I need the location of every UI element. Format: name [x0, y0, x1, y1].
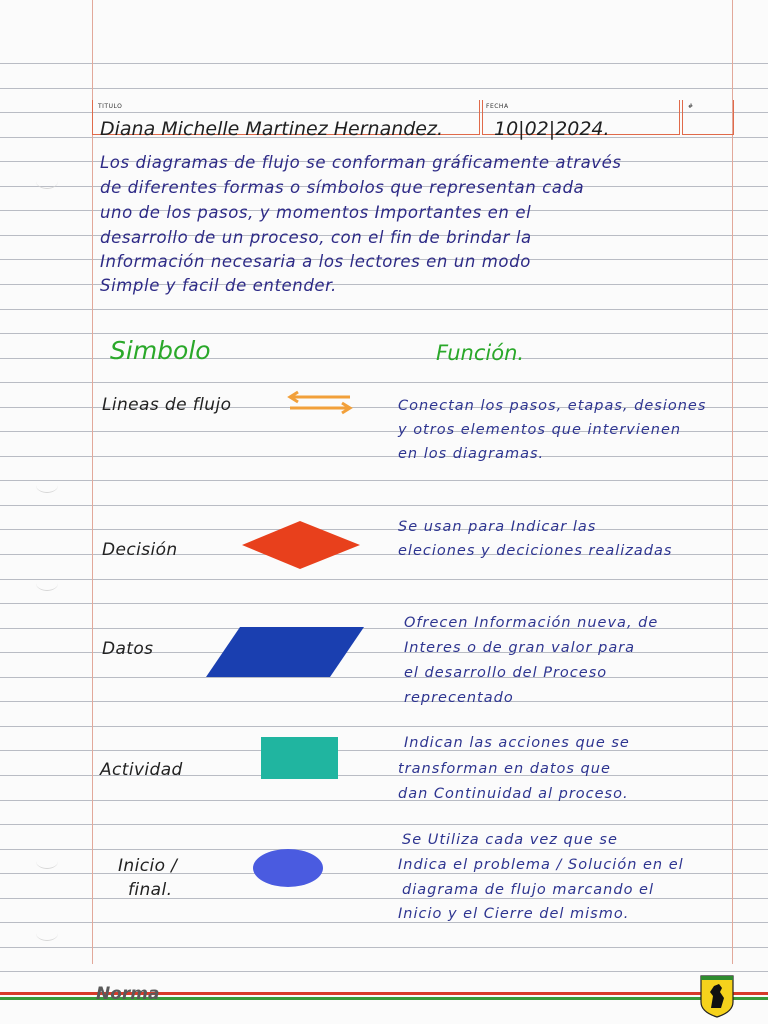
function-line: y otros elementos que intervienen: [398, 422, 682, 438]
function-line: dan Continuidad al proceso.: [398, 786, 629, 802]
ruled-line: [0, 824, 768, 825]
function-line: reprecentado: [404, 690, 514, 706]
ruled-line: [0, 677, 768, 678]
ruled-line: [0, 971, 768, 972]
ellipse-icon: [250, 846, 326, 890]
ruled-line: [0, 529, 768, 530]
symbol-label-activity: Actividad: [100, 760, 183, 780]
ruled-line: [0, 333, 768, 334]
intro-line: Información necesaria a los lectores en un modo: [100, 252, 531, 271]
horse-shield-logo-icon: [699, 974, 735, 1018]
ruled-line: [0, 898, 768, 899]
double-arrow-icon: [284, 390, 356, 416]
ruled-line: [0, 456, 768, 457]
function-line: Inicio y el Cierre del mismo.: [398, 906, 630, 922]
symbol-label-data: Datos: [102, 639, 154, 659]
ruled-line: [0, 88, 768, 89]
function-line: diagrama de flujo marcando el: [402, 882, 655, 898]
punch-hole: [36, 854, 58, 869]
function-line: Se Utiliza cada vez que se: [402, 832, 618, 848]
date-label: FECHA: [486, 103, 509, 110]
function-line: el desarrollo del Proceso: [404, 665, 608, 681]
ruled-line: [0, 309, 768, 310]
intro-line: desarrollo de un proceso, con el fin de brindar la: [100, 228, 532, 247]
parallelogram-icon: [204, 624, 366, 680]
diamond-icon: [238, 518, 364, 572]
page-label: #: [688, 103, 694, 110]
ruled-line: [0, 480, 768, 481]
ruled-line: [0, 382, 768, 383]
ruled-line: [0, 505, 768, 506]
function-line: Conectan los pasos, etapas, desiones: [398, 398, 707, 414]
function-line: Ofrecen Información nueva, de: [404, 615, 659, 631]
brand-logo-text: Norma: [96, 984, 160, 1004]
function-line: eleciones y deciciones realizadas: [398, 543, 673, 559]
ruled-line: [0, 726, 768, 727]
symbol-column-heading: Simbolo: [110, 336, 211, 365]
left-margin-line: [92, 0, 93, 964]
date-value: 10|02|2024.: [494, 118, 610, 140]
symbol-label-decision: Decisión: [102, 540, 178, 560]
function-line: en los diagramas.: [398, 446, 545, 462]
punch-hole: [36, 576, 58, 591]
ruled-line: [0, 63, 768, 64]
punch-hole: [36, 174, 58, 189]
punch-hole: [36, 478, 58, 493]
function-line: Interes o de gran valor para: [404, 640, 636, 656]
ruled-line: [0, 800, 768, 801]
symbol-label-start-end: Inicio /: [118, 856, 178, 876]
title-label: TITULO: [98, 103, 123, 110]
ruled-line: [0, 603, 768, 604]
intro-line: uno de los pasos, y momentos Importantes en el: [100, 203, 532, 222]
ruled-line: [0, 701, 768, 702]
ruled-line: [0, 750, 768, 751]
ruled-line: [0, 579, 768, 580]
intro-line: de diferentes formas o símbolos que representan cada: [100, 178, 585, 197]
function-line: transforman en datos que: [398, 761, 611, 777]
ruled-line: [0, 922, 768, 923]
intro-line: Los diagramas de flujo se conforman gráficamente através: [100, 153, 622, 172]
function-column-heading: Función.: [436, 341, 525, 365]
function-line: Indican las acciones que se: [404, 735, 630, 751]
function-line: Se usan para Indicar las: [398, 519, 597, 535]
intro-line: Simple y facil de entender.: [100, 276, 337, 295]
ruled-line: [0, 947, 768, 948]
symbol-label-flow-lines: Lineas de flujo: [102, 395, 232, 415]
function-line: Indica el problema / Solución en el: [398, 857, 684, 873]
right-margin-line: [732, 0, 733, 964]
rectangle-icon: [261, 737, 338, 779]
ruled-line: [0, 873, 768, 874]
ruled-line: [0, 849, 768, 850]
author-name: Diana Michelle Martinez Hernandez.: [100, 118, 444, 140]
punch-hole: [36, 926, 58, 941]
symbol-label-start-end: final.: [128, 880, 173, 900]
